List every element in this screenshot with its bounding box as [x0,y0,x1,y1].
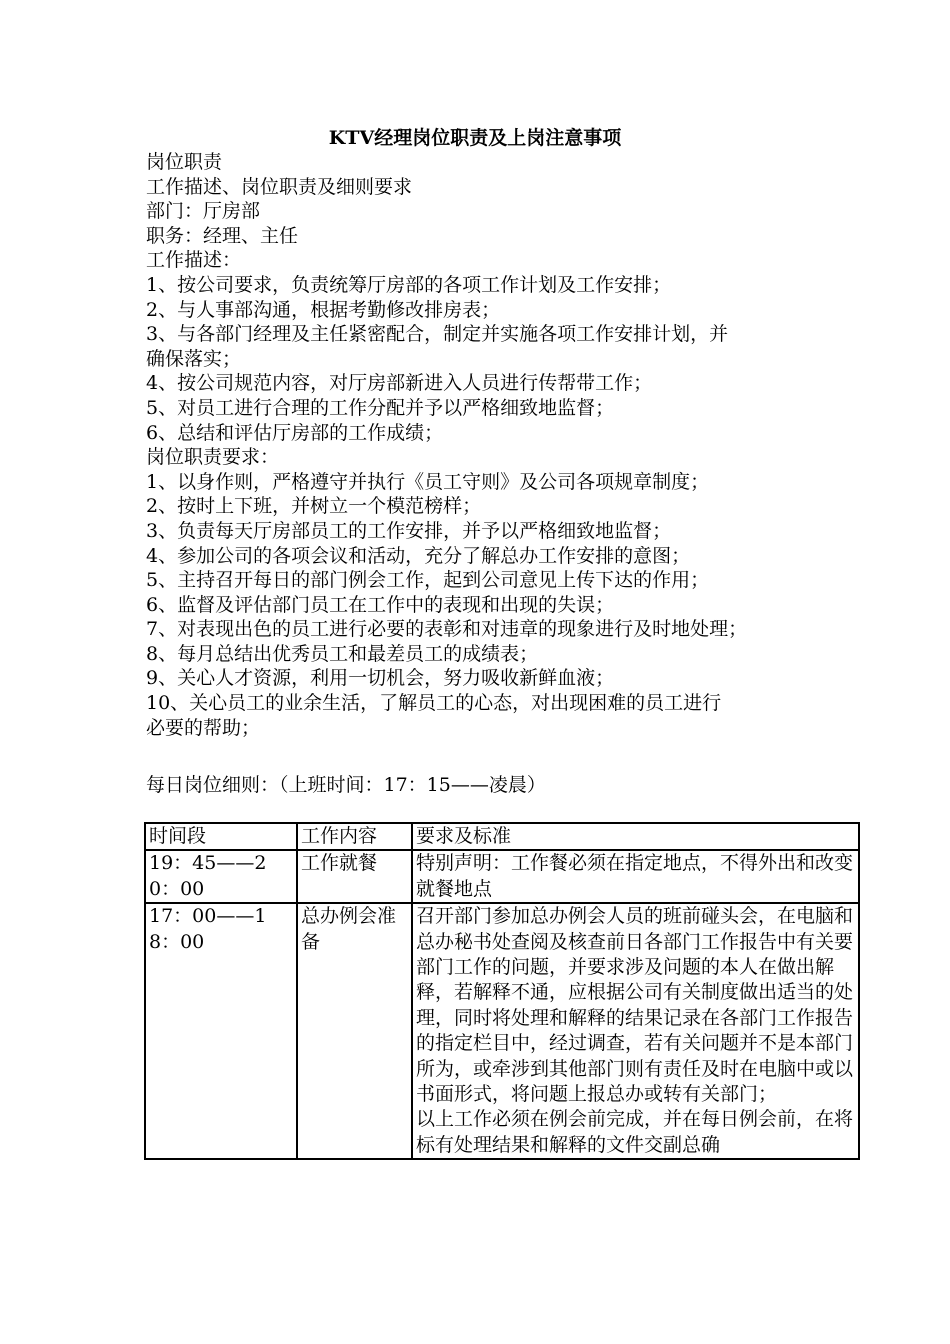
text-line: 2、与人事部沟通，根据考勤修改排房表； [146,298,501,321]
text-line: 5、对员工进行合理的工作分配并予以严格细致地监督； [146,396,615,419]
text-line: 5、主持召开每日的部门例会工作，起到公司意见上传下达的作用； [146,569,710,592]
document-title: KTV经理岗位职责及上岗注意事项 [328,127,622,149]
table-header-row [145,823,859,850]
text-line: 6、总结和评估厅房部的工作成绩； [146,421,444,444]
standard-paragraph: 特别声明：工作餐必须在指定地点，不得外出和改变就餐地点 [416,852,854,900]
text-line: 工作描述、岗位职责及细则要求 [146,175,413,198]
text-line: 必要的帮助； [146,716,261,739]
text-line: 确保落实； [146,347,242,370]
text-line: 1、按公司要求，负责统筹厅房部的各项工作计划及工作安排； [146,273,672,296]
text-line: 4、按公司规范内容，对厅房部新进入人员进行传帮带工作； [146,372,653,395]
standard-cell [412,903,859,1159]
time-cell: 19：45——20：00 [145,850,297,903]
time-cell: 17：00——18：00 [145,903,297,1159]
text-line: 4、参加公司的各项会议和活动，充分了解总办工作安排的意图； [146,544,691,567]
section-heading: 工作描述： [146,249,242,272]
table-row [145,850,859,903]
text-line: 7、对表现出色的员工进行必要的表彰和对违章的现象进行及时地处理； [146,618,748,641]
text-line: 3、与各部门经理及主任紧密配合，制定并实施各项工作安排计划，并 [146,323,729,346]
standard-paragraph: 召开部门参加总办例会人员的班前碰头会，在电脑和总办秘书处查阅及核查前日各部门工作报告中有关要部门工作的问题，并要求涉及问题的本人在做出解释，若解释不通，应根据公司有关制度做出适当的处理，同时将处理和解释的结果记录在各部门工作报告的指定栏目中，经过调查，若有关问题并不是本部门所为，或牵涉到其他部门则有责任及时在电脑中或以书面形式，将问题上报总办或转有关部门； [416,905,854,1106]
section-heading: 岗位职责要求： [146,446,280,469]
table-row [145,903,859,1159]
column-header-task: 工作内容 [297,823,412,850]
column-header-standard: 要求及标准 [412,823,859,850]
text-line: 岗位职责 [146,151,223,173]
task-cell: 工作就餐 [297,850,412,903]
text-line: 职务：经理、主任 [146,224,299,247]
standard-cell [412,850,859,903]
text-line: 1、以身作则，严格遵守并执行《员工守则》及公司各项规章制度； [146,470,710,493]
text-line: 9、关心人才资源，利用一切机会，努力吸收新鲜血液； [146,667,615,690]
schedule-table [144,822,860,1160]
task-cell: 总办例会准备 [297,903,412,1159]
standard-paragraph: 以上工作必须在例会前完成，并在每日例会前，在将标有处理结果和解释的文件交副总确 [416,1108,854,1156]
text-line: 8、每月总结出优秀员工和最差员工的成绩表； [146,642,539,665]
text-line: 部门：厅房部 [146,200,261,223]
document-body [146,150,826,740]
text-line: 3、负责每天厅房部员工的工作安排，并予以严格细致地监督； [146,519,672,542]
schedule-heading: 每日岗位细则：（上班时间：17：15——凌晨） [146,774,546,796]
text-line: 6、监督及评估部门员工在工作中的表现和出现的失误； [146,593,615,616]
column-header-time: 时间段 [145,823,297,850]
text-line: 10、关心员工的业余生活，了解员工的心态，对出现困难的员工进行 [146,692,722,715]
text-line: 2、按时上下班，并树立一个模范榜样； [146,495,482,518]
